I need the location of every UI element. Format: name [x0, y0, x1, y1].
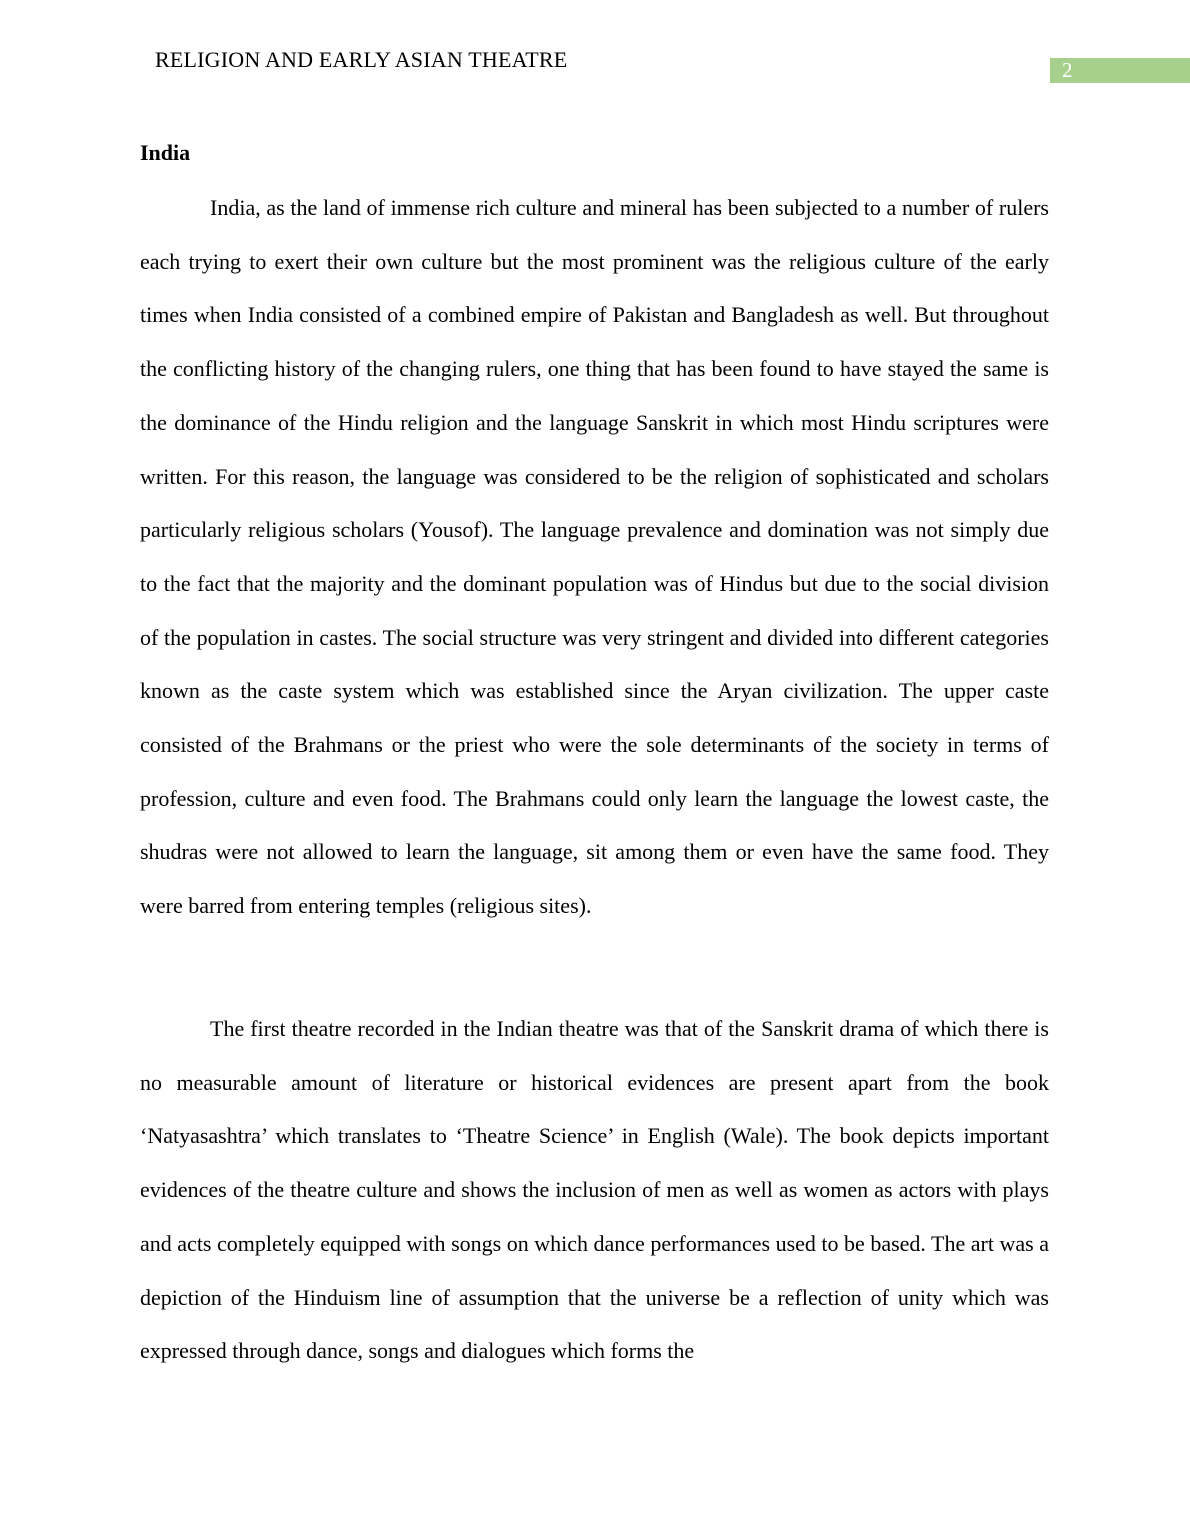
body-paragraph: The first theatre recorded in the Indian theatre was that of the Sanskrit drama of which there is no measurable amount of literature or historical evidences are present apart from the book ‘Natyasashtra’ which translates to ‘Theatre Science’ in English (Wale). The book depicts important evidences of the theatre culture and shows the inclusion of men as well as women as actors with plays and acts completely equipped with songs on which dance performances used to be based. The art was a depiction of the Hinduism line of assumption that the universe be a reflection of unity which was expressed through dance, songs and dialogues which forms the — [140, 1016, 1049, 1364]
section-heading: India — [140, 140, 191, 165]
page-number: 2 — [1062, 58, 1073, 82]
body-paragraph: India, as the land of immense rich culture and mineral has been subjected to a number of rulers each trying to exert their own culture but the most prominent was the religious culture of the early times when India consisted of a combined empire of Pakistan and Bangladesh as well. But throughout the conflicting history of the changing rulers, one thing that has been found to have stayed the same is the dominance of the Hindu religion and the language Sanskrit in which most Hindu scriptures were written. For this reason, the language was considered to be the religion of sophisticated and scholars particularly religious scholars (Yousof). The language prevalence and domination was not simply due to the fact that the majority and the dominant population was of Hindus but due to the social division of the population in castes. The social structure was very stringent and divided into different categories known as the caste system which was established since the Aryan civilization. The upper caste consisted of the Brahmans or the priest who were the sole determinants of the society in terms of profession, culture and even food. The Brahmans could only learn the language the lowest caste, the shudras were not allowed to learn the language, sit among them or even have the same food. They were barred from entering temples (religious sites). — [140, 195, 1049, 919]
running-head: RELIGION AND EARLY ASIAN THEATRE — [155, 47, 568, 72]
page-number-badge — [1050, 58, 1190, 83]
